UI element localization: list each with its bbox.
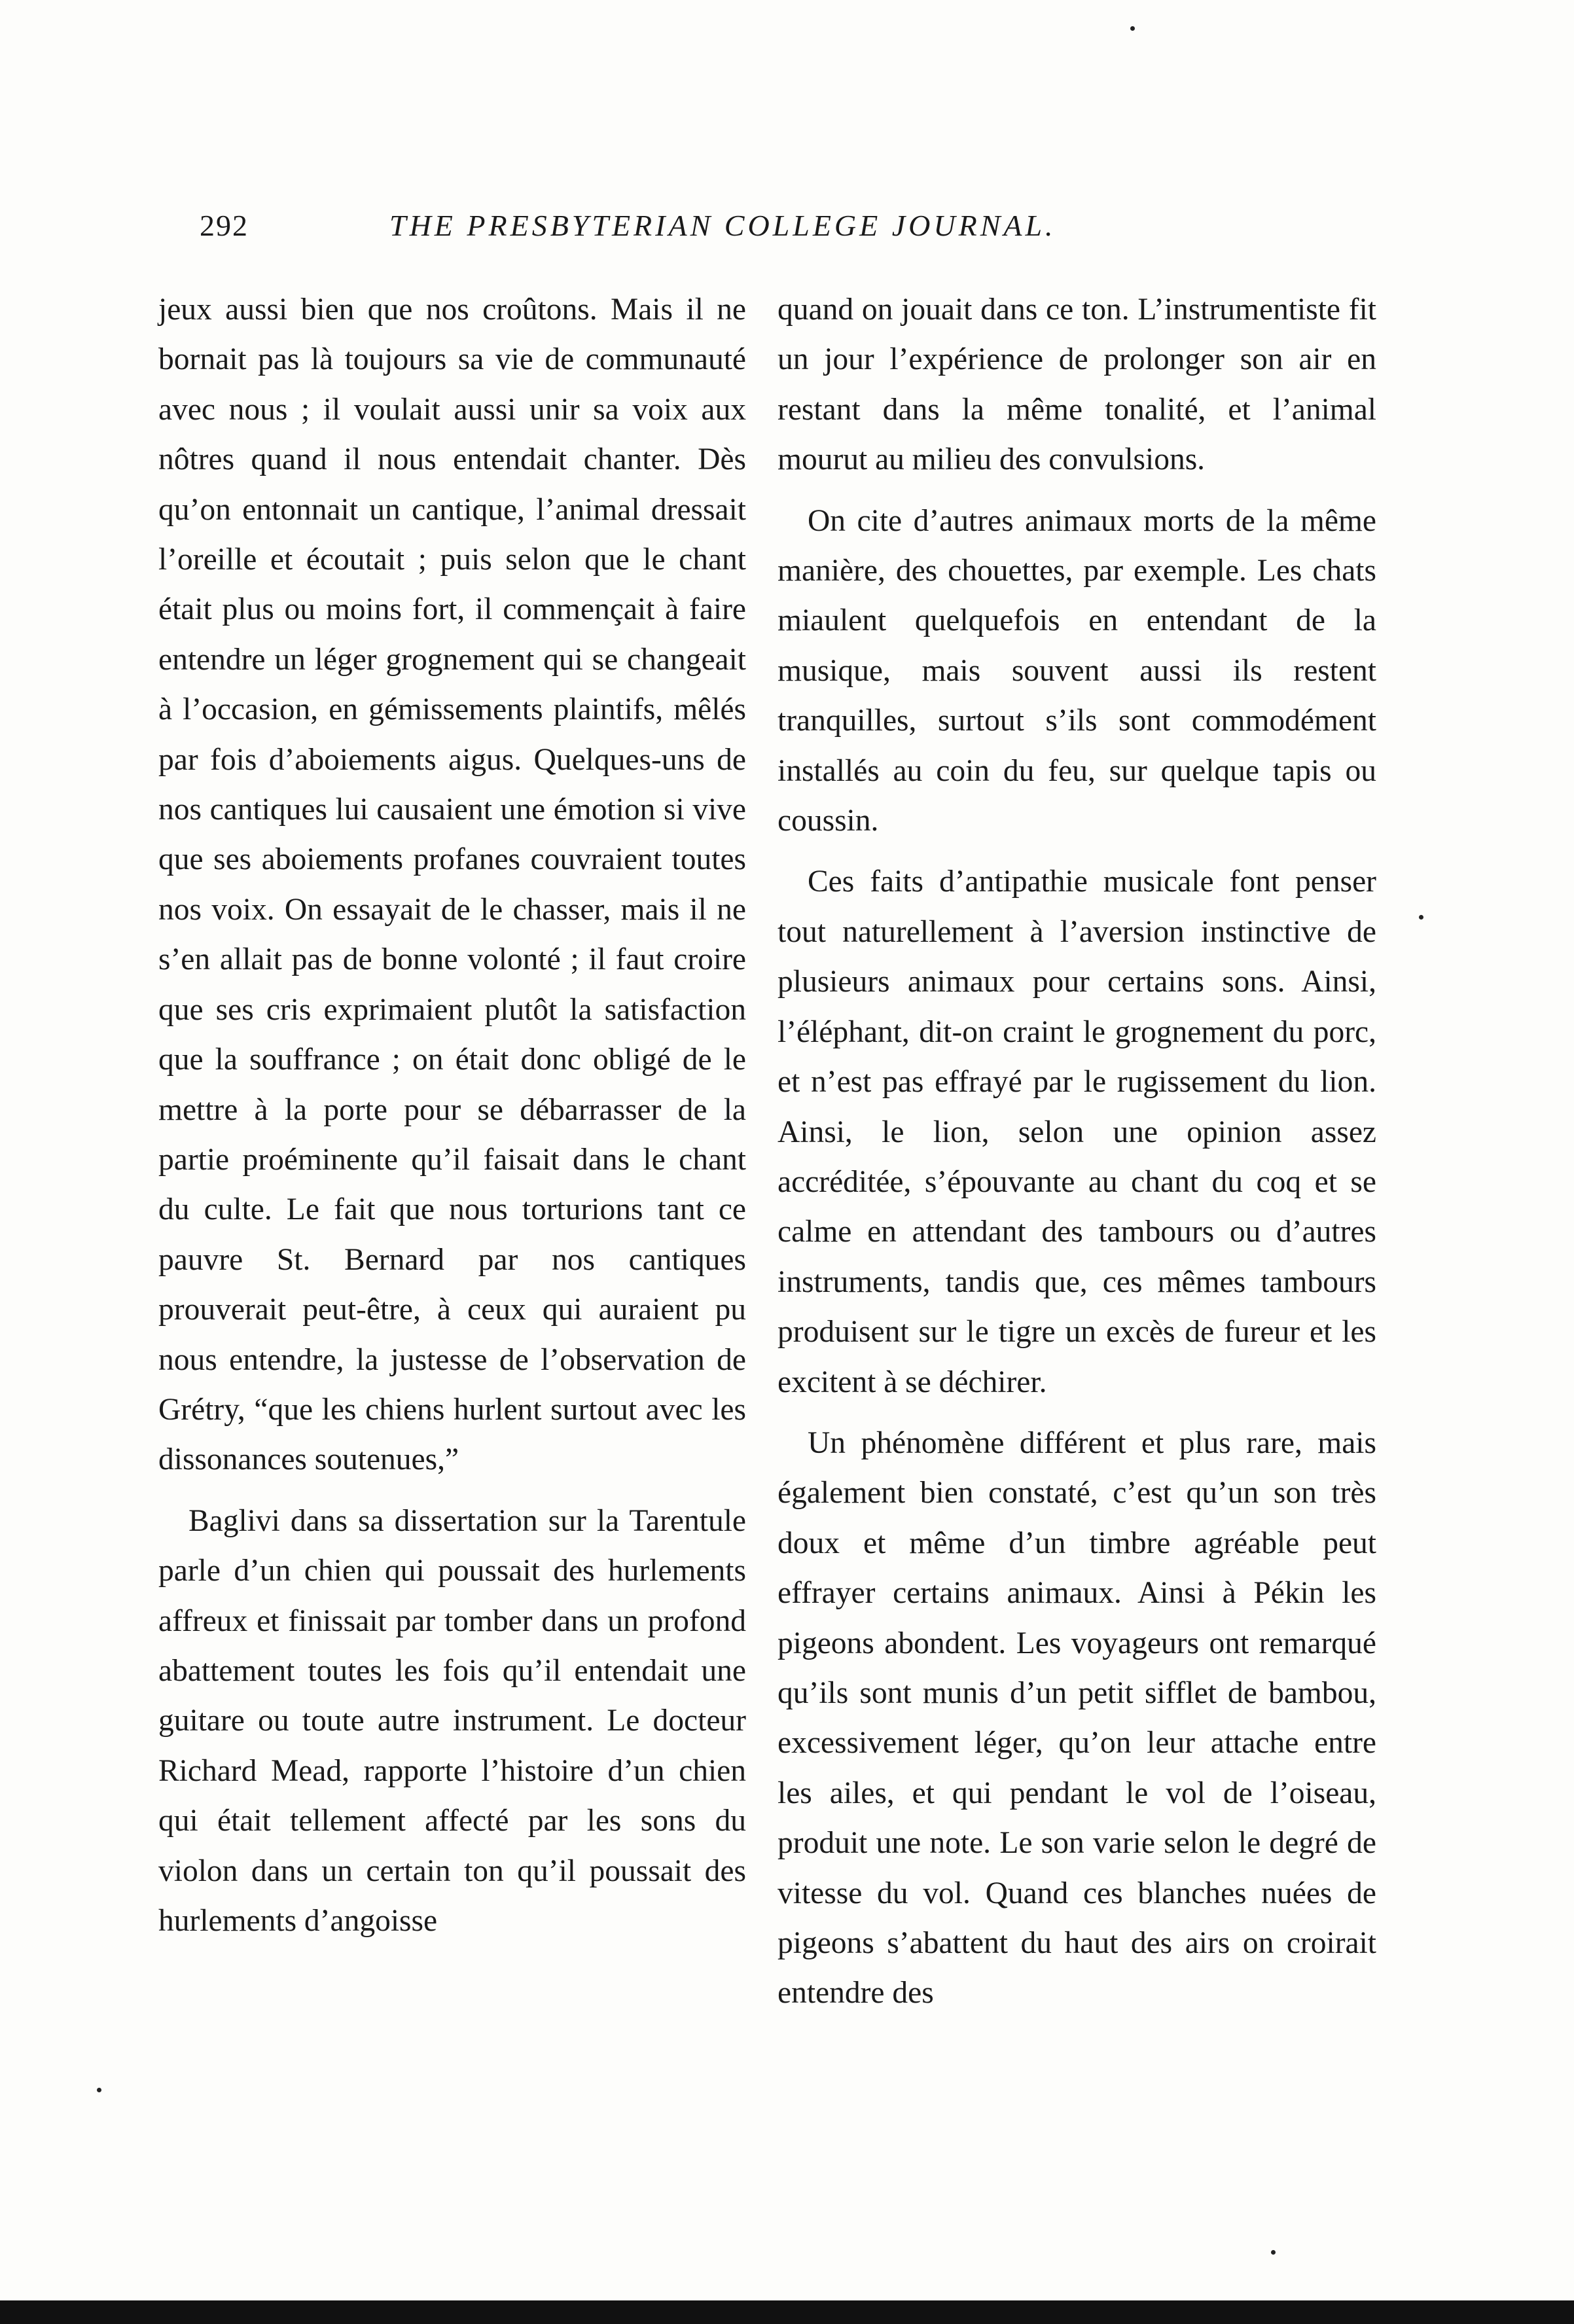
page-header (200, 208, 1371, 247)
left-column (158, 285, 746, 1946)
right-paragraph-3: Ces faits d’antipathie musicale font penser tout naturellement à l’aversion instinctive de plusieurs animaux pour certains sons. Ainsi, l’éléphant, dit-on craint le grognement du porc, et n’est pas effrayé par le rugissement du lion. Ainsi, le lion, selon une opinion assez accréditée, s’épouvante au chant du coq et se calme en attendant des tambours ou d’autres instruments, tandis que, ces mêmes tambours produisent sur le tigre un excès de fureur et les excitent à se déchirer. (778, 865, 1376, 1399)
right-column (778, 285, 1376, 2018)
right-paragraph-1: quand on jouait dans ce ton. L’instrumentiste fit un jour l’expérience de prolonger son air en restant dans la même tonalité, et l’animal mourut au milieu des convulsions. (778, 293, 1376, 477)
right-paragraph-2: On cite d’autres animaux morts de la même manière, des chouettes, par exemple. Les chats miaulent quelquefois en entendant de la musique, mais souvent aussi ils restent tranquilles, surtout s’ils sont commodément installés au coin du feu, sur quelque tapis ou coussin. (778, 503, 1376, 838)
left-paragraph-1: jeux aussi bien que nos croûtons. Mais il ne bornait pas là toujours sa vie de communauté avec nous ; il voulait aussi unir sa voix aux nôtres quand il nous entendait chanter. Dès qu’on entonnait un cantique, l’animal dressait l’oreille et écoutait ; puis selon que le chant était plus ou moins fort, il commençait à faire entendre un léger grognement qui se changeait à l’occasion, en gémissements plaintifs, mêlés par fois d’aboiements aigus. Quelques-uns de nos cantiques lui causaient une émotion si vive que ses aboiements profanes couvraient toutes nos voix. On essayait de le chasser, mais il ne s’en allait pas de bonne volonté ; il faut croire que ses cris exprimaient plutôt la satisfaction que la souffrance ; on était donc obligé de le mettre à la porte pour se débarrasser de la partie proéminente qu’il faisait dans le chant du culte. Le fait que nous torturions tant ce pauvre St. Bernard par nos cantiques prouverait peut-être, à ceux qui auraient pu nous entendre, la justesse de l’observation de Grétry, “que les chiens hurlent surtout avec les dissonances soutenues,” (158, 293, 746, 1477)
running-title: THE PRESBYTERIAN COLLEGE JOURNAL. (389, 209, 1056, 242)
right-paragraph-4: Un phénomène différent et plus rare, mais également bien constaté, c’est qu’un son très doux et même d’un timbre agréable peut effrayer certains animaux. Ainsi à Pékin les pigeons abondent. Les voyageurs ont remarqué qu’ils sont munis d’un petit sifflet de bambou, excessivement léger, qu’on leur attache entre les ailes, et qui pendant le vol de l’oiseau, produit une note. Le son varie selon le degré de vitesse du vol. Quand ces blanches nuées de pigeons s’abattent du haut des airs on croirait entendre des (778, 1425, 1376, 2011)
left-paragraph-2: Baglivi dans sa dissertation sur la Tarentule parle d’un chien qui poussait des hurlements affreux et finissait par tomber dans un profond abattement toutes les fois qu’il entendait une guitare ou toute autre instrument. Le docteur Richard Mead, rapporte l’histoire d’un chien qui était tellement affecté par les sons du violon dans un certain ton qu’il poussait des hurlements d’angoisse (158, 1503, 746, 1938)
print-speck (97, 2088, 101, 2092)
print-speck (1271, 2250, 1276, 2255)
scan-border (0, 2300, 1574, 2324)
page-number: 292 (200, 209, 249, 242)
print-speck (1419, 915, 1423, 920)
print-speck (1130, 26, 1135, 31)
